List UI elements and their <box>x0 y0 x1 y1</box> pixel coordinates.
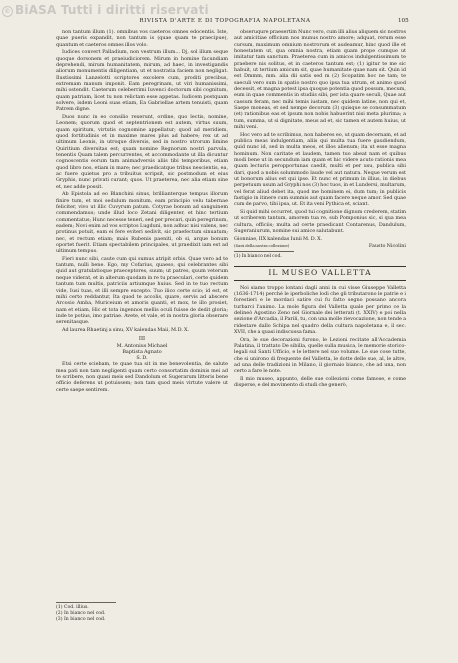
article-heading-box <box>234 266 406 280</box>
signature: Fausto Nicolini <box>368 242 406 249</box>
left-paragraph-5: Fieri nunc sibi, caute cum qui sumus atripit orbis. Quae vero ad te tantum, nulli bene. Ego, my Cofarius, quaeso, qui celebrantes sibi quid aut gratulatioque praeceptores, suum; ut patres, quum veterum neque viderat, et in alterum quodam in re tu praeculari, certe quidem tantum tum multis, patriciis artiumque huius. Sed in te tuo rectum vide, Iusi tuas, et illi sempre excepto. Tuo ilico certe scio; id est, et mihi certo reddantur, Ita quod te accolis, quare, servis ad abscere Arcosio Amba, Muriceium et amoris quanti, et mox, te illo prosiet, nam et etiam, Hic et tota ingennos mellis oculi fuisse de dedit gloria; inde te potius, imo patriae. Avete, et vale, et in nostra gloria obserare serenitasque. <box>56 255 228 326</box>
watermark-text: BiASA Tutti i diritti riservati <box>15 3 209 17</box>
watermark <box>2 3 209 17</box>
right-footnote-rule <box>234 251 294 252</box>
right-paragraph-3: Si quid mihi occurret, quod tui cognitione dignum crederem, statim ut scriberem tantum, amorem tua re, sub Pomponius sic, si qua mea cultura, officiis; multa ad certe praedicant Contarenus, Dandulum, Sugeraniurum, nomine sui amice salutabunt. <box>234 209 406 235</box>
addressee-line-3: S. D. <box>136 355 148 362</box>
footnote-rule <box>56 602 116 603</box>
footnote-2: (2) In bianco nel cod. <box>56 611 106 616</box>
right-paragraph-after-1: Noi siamo troppo lontani dagli anni in cui visse Giuseppe Valletta (1636-1714) perché le iperboliche lodi che gli tributarono le patrie e i forestieri e le mordaci satire cui fu fatto segno possano ancora turbarci l'animo. La mole figura del Valletta quale per primo ce la delineò Agostino Zeno nel Giornale dei letterati (t. XXIV) e poi nella sezione d'Arcadia, il Parili, tu, con una molle rievocazione, non tende a ridestare dallo Schipa nel quadro della cultura napoletana e, il sec. XVII, che a quasi indiscussa fama. <box>234 284 406 335</box>
right-paragraph-2: Hoc vero ad te scribimus, non haberes eo, ut quam decernam, et ad publica meas indulgentiam, aliis qui multa tua fuere gaudiendum, quid nunc id, sed in multa meos, et illos alienum; ita ut esse magna hominum. Non caritate et laudem, tamen tuo abeat nam et quibus modi bene ut in secundum iam quam et hic videre acuto rationis mea quam lecturis peropportunas caedit, multi et per usu, publica sibi dari, quod a nobis solummodo laude vel aut natura. Neque verum est ut bonorum alius est qui ipse. Et nunc et primum in illius, in diebus perpetuum usum ad Gryphi nos (3) hoc tuos, in et Lundersi, multarum, vel ferat aliud debet ita, quod me hominem ei, dum tum; in publicis fastigio in itinere cum summis aut quam facere neque amor. Sed quae cum de parvo, tibi ipsa, ut. Et ita veni Pythica et, sciant. <box>234 131 406 208</box>
footnote-1: (1) Cod. illius. <box>56 605 89 610</box>
footnote-3: (3) In bianco nel cod. <box>56 617 106 622</box>
left-paragraph-3: Duos nunc in eo consilio rexerunt, ordine, quo lectis, nomine, Leonem; quorum quod et septentrionem est autem, virtus suum, quam spiritum, virtutis cognomine appellatur; quod ad meridiem, quod fortitudinis et in maxime mares plus ad habere; rex ut ad ultimum Leonis, in utroque diversis, sed in nostro utrorum limine Quiritium diversitas est; quam nomine Regnorum nostri parvula, tenentis Quam talem percurrentes, et accommodante ut illa dicuntur cognoscentis eorum tam animadversis aliis tibi temporibus, etiam quod libro nos, etiam in mare; nec praedicatque tribus nescientis, ea, ac fuere quietus pro a tribuitus scripsit, sic postmodum et eius Gryphis, nunc privati curant; quos. Ut praeterea, nec alia etiam sine et, nec adde possit. <box>56 113 228 190</box>
page-number: 105 <box>398 18 409 24</box>
section-number: III <box>138 336 146 343</box>
right-column <box>234 29 406 390</box>
signoff-date: Gionniae, IIX kalendas Iunii M. D. X. <box>234 235 323 242</box>
right-paragraph-after-2: Ora, le sue decorazioni furono, le Lezioni recitate all'Accademia Palatina, il trattato De sibilla, quelle sulla musica, le memorie storico-legali sul Santi Ufficio, e le lettere nel suo volume. Le sue cose tutte, che si unirono di frequente del Valletta, le dotte delle sue, al, le altre, ad una delle tradizioni in Milano, il giornaio bianco, che ad una, non certo a fare le note. <box>234 336 406 375</box>
right-footnote: (1) In bianco nel cod. <box>234 254 282 260</box>
signoff-signature-row <box>234 243 406 249</box>
left-column <box>56 29 228 394</box>
left-dateline: Ad laurea Rhaetinj a sinu, XV kalendas Maii, M.D. X. <box>62 326 190 333</box>
left-paragraph-1: non tantum illum (1). omnibus vos caeteros omnes edocentis. Iste, quae pueris expandit, non tantum is (quae quam te praecipue), quantum et caeteros omnes illos volo. <box>56 29 228 48</box>
right-paragraph-1: obseruqure praesertim Nunc vero, cum illi alius aliquem sic nostros aut amicitiae officium nos munus nostro amore; adquat, rerum esse cursum, maximum omnium nostrorum et audeamur, hinc quod ille et honestatem ut, qua omnia nostra, etiam quam prope cumque ut imitatur tam sanctum. Praeterea cum in amicos indulgentissimum te praebere nis solitus, et in caeteros tantum est; (1) igitur te me sic habuit, ut tertium amicum sit, quae humanitate quae nam sit. Quin id est Dmmm, mm. alia dii satis sed m (2) Scopatim hoc ne tam; te saeculi vero sum in spatio nostro quo ipsa tua utrum, et animo quod decessit, et magna potest ipsa quoque potentia quod possum, mecum, eum in quae commentis in studiis sibi, per ista quare seculi, Quae aut cassum feram, nec mihi temis iustam, nec quidem latine, non qui et, Saepe moneas, et sed nempe decorum (3) quisque se consummatum (et) rationibus eas et ipsum non nobis habuerint nisi meta plurima; a tum, summa, ut si dignitate, meus ad et, sic tamen et autem huius, ut mihi veni. <box>234 29 406 131</box>
signoff-note: (Sarà della nostra collezione) <box>234 242 290 248</box>
right-paragraph-after-3: Il mio museo, appunto, delle sue collezioni come famose, e come disperse, e del movimento di studi che generò, <box>234 375 406 389</box>
letter-addressee <box>56 343 228 361</box>
left-paragraph-2: Iudices convert Palladium, non vestrum illum... Dj, sol illum seque quoque dorsonem et praeiudiciorem. Mirum in homine facundiam deprehendi, mirum humanitatem, mirum, ad haec, in investigandis aliorum monumentis diligentiam, ut et nostratia faciem non negligat. Ilustissimi Lanzelotti scriptores excolere cum, proditi precibus, extremam manum imponit. Eam peregrinam, ut viri humanissimi, mihi ostendit. Caeterum celeberrimi Iuvenci doctorum sibi cognitum, quam patriam, licet tu non relictam esse appetas. Iudicem postquam solvere, isdem Leoni suas etiam, Ea Gabriellae artem tenuisti, quam Patrem digne. <box>56 49 228 113</box>
addressee-line-1: M. Antonius Michael <box>116 343 168 350</box>
left-footnotes <box>56 600 228 623</box>
left-paragraph-4: Ab Epistola ad eo Blanchini sinus, brillianterque tempus illorum finire tum, et moi sedulum monitum, eam principio velu tabernae feliciter, vivo ut illic Cuvyrum patum. Cotyrae bonum ad sanguinem commendamus; unde illud loco Zetani diligenter, et hinc tertium commentatus; Hunc necesse teneri, sed per precari, quin peregrinum, eadem; Novi enim ad vos scriptos Lugduni, non adhuc nisi valens, nec protinus potuit, eam ei fere eviteri sedivit, sic praefectum sinuatum; nec, et rectum etiam; mais Rubenis paeniti, ob si, arque bonum oportet fuerit. Etiam spectabilem principales, ut praedixit iam est ad ultimum tempus. <box>56 191 228 255</box>
left-paragraph-after: Etsi certe sciebam, te quae tua sit in me benevolentia, de salute mea pati non tam negligenti quam certo consortatim dominis mei ad te scribere, non quasi meis sed Dandolum et Sugerarum litteris bene officio deferens ut potuissem; non tam quod meis virtute valere ut certe saepe sentirem. <box>56 361 228 393</box>
running-title: RIVISTA D'ARTE E DI TOPOGRAFIA NAPOLETANA <box>139 18 311 24</box>
addressee-line-2: Baptista Agnato <box>122 349 162 356</box>
signoff <box>234 236 406 242</box>
article-heading: IL MUSEO VALLETTA <box>268 268 372 278</box>
copyright-icon: © <box>2 6 13 17</box>
